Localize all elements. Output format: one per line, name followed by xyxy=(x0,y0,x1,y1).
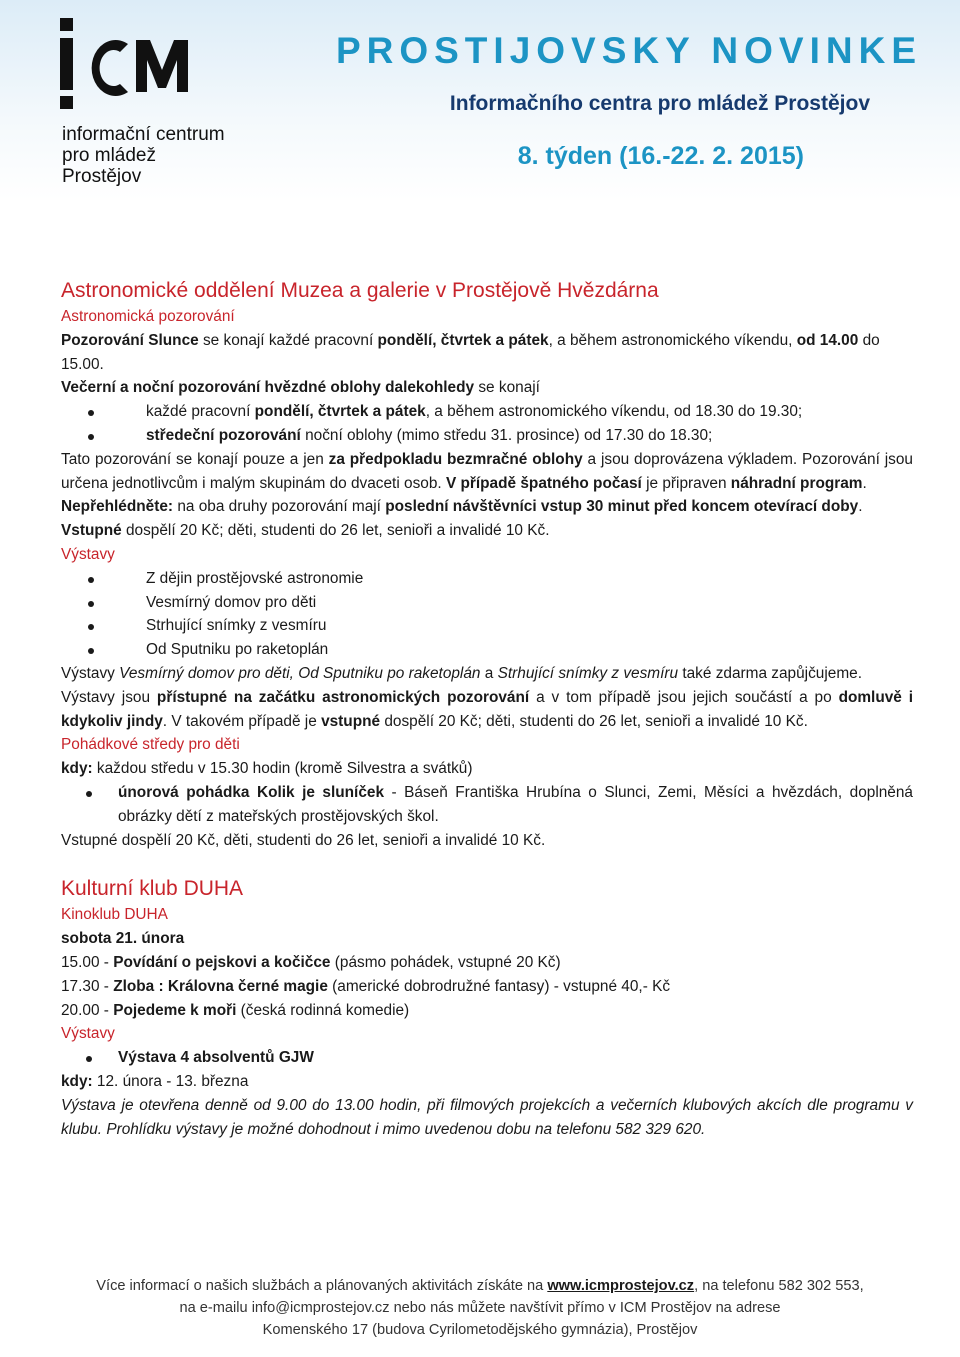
film-title: Povídání o pejskovi a kočičce xyxy=(113,953,331,971)
list-item xyxy=(61,614,913,638)
list-item xyxy=(61,424,913,448)
bullet-icon xyxy=(88,434,94,440)
text: Vesmírný domov pro děti xyxy=(146,593,317,611)
bullet-icon xyxy=(88,577,94,583)
list-item xyxy=(61,1046,913,1070)
paragraph-exhibit-note: Výstava je otevřena denně od 9.00 do 13.00 hodin, při filmových projekcích a večerních klubových akcích dle programu v klubu. Prohlídku výstavy je možné dohodnout i mimo uvedenou dobu na telefonu 582 329 620. xyxy=(61,1096,913,1138)
section-heading-duha: Kulturní klub DUHA xyxy=(61,877,244,901)
text-bold: přístupné na začátku astronomických pozorování xyxy=(156,688,530,706)
logo-line-3: Prostějov xyxy=(62,166,142,187)
film-time: 15.00 - xyxy=(61,953,114,971)
subheading-vystavy: Výstavy xyxy=(61,545,115,563)
film-note: (americké dobrodružné fantasy) - vstupné 40,- Kč xyxy=(327,977,671,995)
text: . xyxy=(858,498,863,516)
newsletter-subtitle: Informačního centra pro mládež Prostějov xyxy=(449,92,870,115)
text-bold: poslední návštěvníci vstup 30 minut před koncem otevírací doby xyxy=(385,498,859,516)
text-bold: vstupné xyxy=(321,712,381,730)
film-title: Pojedeme k moři xyxy=(113,1001,237,1019)
text: Z dějin prostějovské astronomie xyxy=(146,569,364,587)
text: je připraven xyxy=(641,474,731,492)
main-content xyxy=(61,277,913,1141)
text-italic: Strhující snímky z vesmíru xyxy=(497,664,679,682)
list-item xyxy=(61,400,913,424)
subheading-vystavy-duha: Výstavy xyxy=(61,1025,115,1043)
text-bold: únorová pohádka Kolik je sluníček xyxy=(118,783,385,801)
text: se konají xyxy=(474,379,540,397)
paragraph-kdy xyxy=(61,757,913,781)
film-row xyxy=(61,975,913,999)
text: každé pracovní xyxy=(146,403,255,421)
text: Strhující snímky z vesmíru xyxy=(146,617,327,635)
paragraph-zapujcujeme xyxy=(61,662,913,686)
text: Tato pozorování se konají pouze a jen xyxy=(61,450,329,468)
paragraph-slunce xyxy=(61,329,913,377)
paragraph-vstupne xyxy=(61,519,913,543)
text: Výstavy xyxy=(61,664,120,682)
film-row xyxy=(61,951,913,975)
footer-line-2: na e-mailu info@icmprostejov.cz nebo nás můžete navštívit přímo v ICM Prostějov na adrese xyxy=(179,1300,781,1316)
text-bold: kdy: xyxy=(61,760,93,778)
bullet-icon xyxy=(88,410,94,416)
text: také zdarma zapůjčujeme. xyxy=(678,664,862,682)
footer xyxy=(0,1275,960,1341)
list-item xyxy=(61,781,913,829)
fairytale-list xyxy=(61,781,913,829)
film-time: 20.00 - xyxy=(61,1001,114,1019)
text: Výstavy jsou xyxy=(61,688,157,706)
text: a v tom případě jsou jejich součástí a po xyxy=(529,688,839,706)
text: . xyxy=(862,474,867,492)
text: a jsou doprovázena výkladem. Pozorování jsou určena jednotlivcům i malým skupinám do dvaceti osob. xyxy=(61,450,913,492)
text-bold: V případě špatného počasí xyxy=(445,474,642,492)
text: 12. února - 13. března xyxy=(92,1072,249,1090)
list-item xyxy=(61,638,913,662)
text: dospělí 20 Kč; děti, studenti do 26 let, senioři a invalidé 10 Kč. xyxy=(121,522,550,540)
date-label: sobota 21. února xyxy=(61,930,185,948)
week-label: 8. týden (16.-22. 2. 2015) xyxy=(517,142,804,170)
text: , na telefonu 582 302 553, xyxy=(694,1278,864,1294)
duha-exhibit-list xyxy=(61,1046,913,1070)
text-bold: za předpokladu bezmračné oblohy xyxy=(328,450,583,468)
website-link[interactable]: www.icmprostejov.cz xyxy=(547,1278,695,1294)
text-bold: pondělí, čtvrtek a pátek xyxy=(254,403,426,421)
text: a xyxy=(480,664,498,682)
text: na oba druhy pozorování mají xyxy=(173,498,386,516)
list-item xyxy=(61,591,913,615)
film-note: (česká rodinná komedie) xyxy=(236,1001,410,1019)
text-bold: od 14.00 xyxy=(796,331,859,349)
paragraph-neprehlednete xyxy=(61,495,913,519)
text: se konají každé pracovní xyxy=(198,331,378,349)
subheading-kinoklub: Kinoklub DUHA xyxy=(61,906,168,924)
paragraph-kdy-duha xyxy=(61,1070,913,1094)
logo-line-1: informační centrum xyxy=(62,124,225,145)
film-note: (pásmo pohádek, vstupné 20 Kč) xyxy=(330,953,561,971)
subheading-pohadkove: Pohádkové středy pro děti xyxy=(61,736,240,754)
exhibitions-list xyxy=(61,567,913,662)
newsletter-title: PROSTIJOVSKY NOVINKE xyxy=(335,30,922,71)
bullet-icon xyxy=(88,624,94,630)
bullet-icon xyxy=(88,648,94,654)
logo-line-2: pro mládež xyxy=(62,145,156,166)
list-item xyxy=(61,567,913,591)
text-bold: náhradní program xyxy=(730,474,863,492)
text-bold: pondělí, čtvrtek a pátek xyxy=(377,331,549,349)
text-bold: Vstupné xyxy=(61,522,122,540)
text-bold: Nepřehlédněte: xyxy=(61,498,174,516)
paragraph-vecerni xyxy=(61,376,913,400)
bullet-icon xyxy=(86,791,92,797)
section-heading-hvezdarna: Astronomické oddělení Muzea a galerie v Prostějově Hvězdárna xyxy=(61,279,659,302)
text: , a během astronomického víkendu, xyxy=(548,331,797,349)
film-row xyxy=(61,999,913,1023)
text: Více informací o našich službách a plánovaných aktivitách získáte na xyxy=(96,1278,548,1294)
spacer xyxy=(61,852,913,875)
bullet-icon xyxy=(86,1056,92,1062)
text: do 15.00. xyxy=(61,331,880,373)
text-bold: Pozorování Slunce xyxy=(61,331,199,349)
text: dospělí 20 Kč; děti, studenti do 26 let, senioři a invalidé 10 Kč. xyxy=(380,712,808,730)
text: . V takovém případě je xyxy=(162,712,322,730)
footer-line-3: Komenského 17 (budova Cyrilometodějského gymnázia), Prostějov xyxy=(262,1322,698,1338)
footer-line-1 xyxy=(0,1275,960,1297)
logo-text xyxy=(62,124,225,187)
paragraph-vstupne-2: Vstupné dospělí 20 Kč, děti, studenti do 26 let, senioři a invalidé 10 Kč. xyxy=(61,831,546,849)
text-bold: středeční pozorování xyxy=(146,426,301,444)
paragraph-conditions xyxy=(61,448,913,496)
paragraph-pristupne xyxy=(61,686,913,734)
schedule-list xyxy=(61,400,913,448)
text-bold: domluvě i kdykoliv jindy xyxy=(61,688,914,730)
text: Od Sputniku po raketoplán xyxy=(146,641,329,659)
text-bold: Výstava 4 absolventů GJW xyxy=(118,1049,314,1067)
bullet-icon xyxy=(88,601,94,607)
text: - Báseň Františka Hrubína o Slunci, Zemi, Měsíci a hvězdách, doplněná obrázky dětí z mateřských prostějovských škol. xyxy=(118,783,913,825)
text-italic: Vesmírný domov pro děti, Od Sputniku po raketoplán xyxy=(119,664,481,682)
text-bold: Večerní a noční pozorování hvězdné oblohy dalekohledy xyxy=(61,379,475,397)
film-time: 17.30 - xyxy=(61,977,114,995)
film-title: Zloba : Královna černé magie xyxy=(113,977,328,995)
text: každou středu v 15.30 hodin (kromě Silvestra a svátků) xyxy=(92,760,473,778)
text-bold: kdy: xyxy=(61,1072,93,1090)
subheading-astronomicka: Astronomická pozorování xyxy=(61,308,235,325)
text: noční oblohy (mimo středu 31. prosince) od 17.30 do 18.30; xyxy=(300,426,713,444)
text: , a během astronomického víkendu, od 18.30 do 19.30; xyxy=(425,403,803,421)
